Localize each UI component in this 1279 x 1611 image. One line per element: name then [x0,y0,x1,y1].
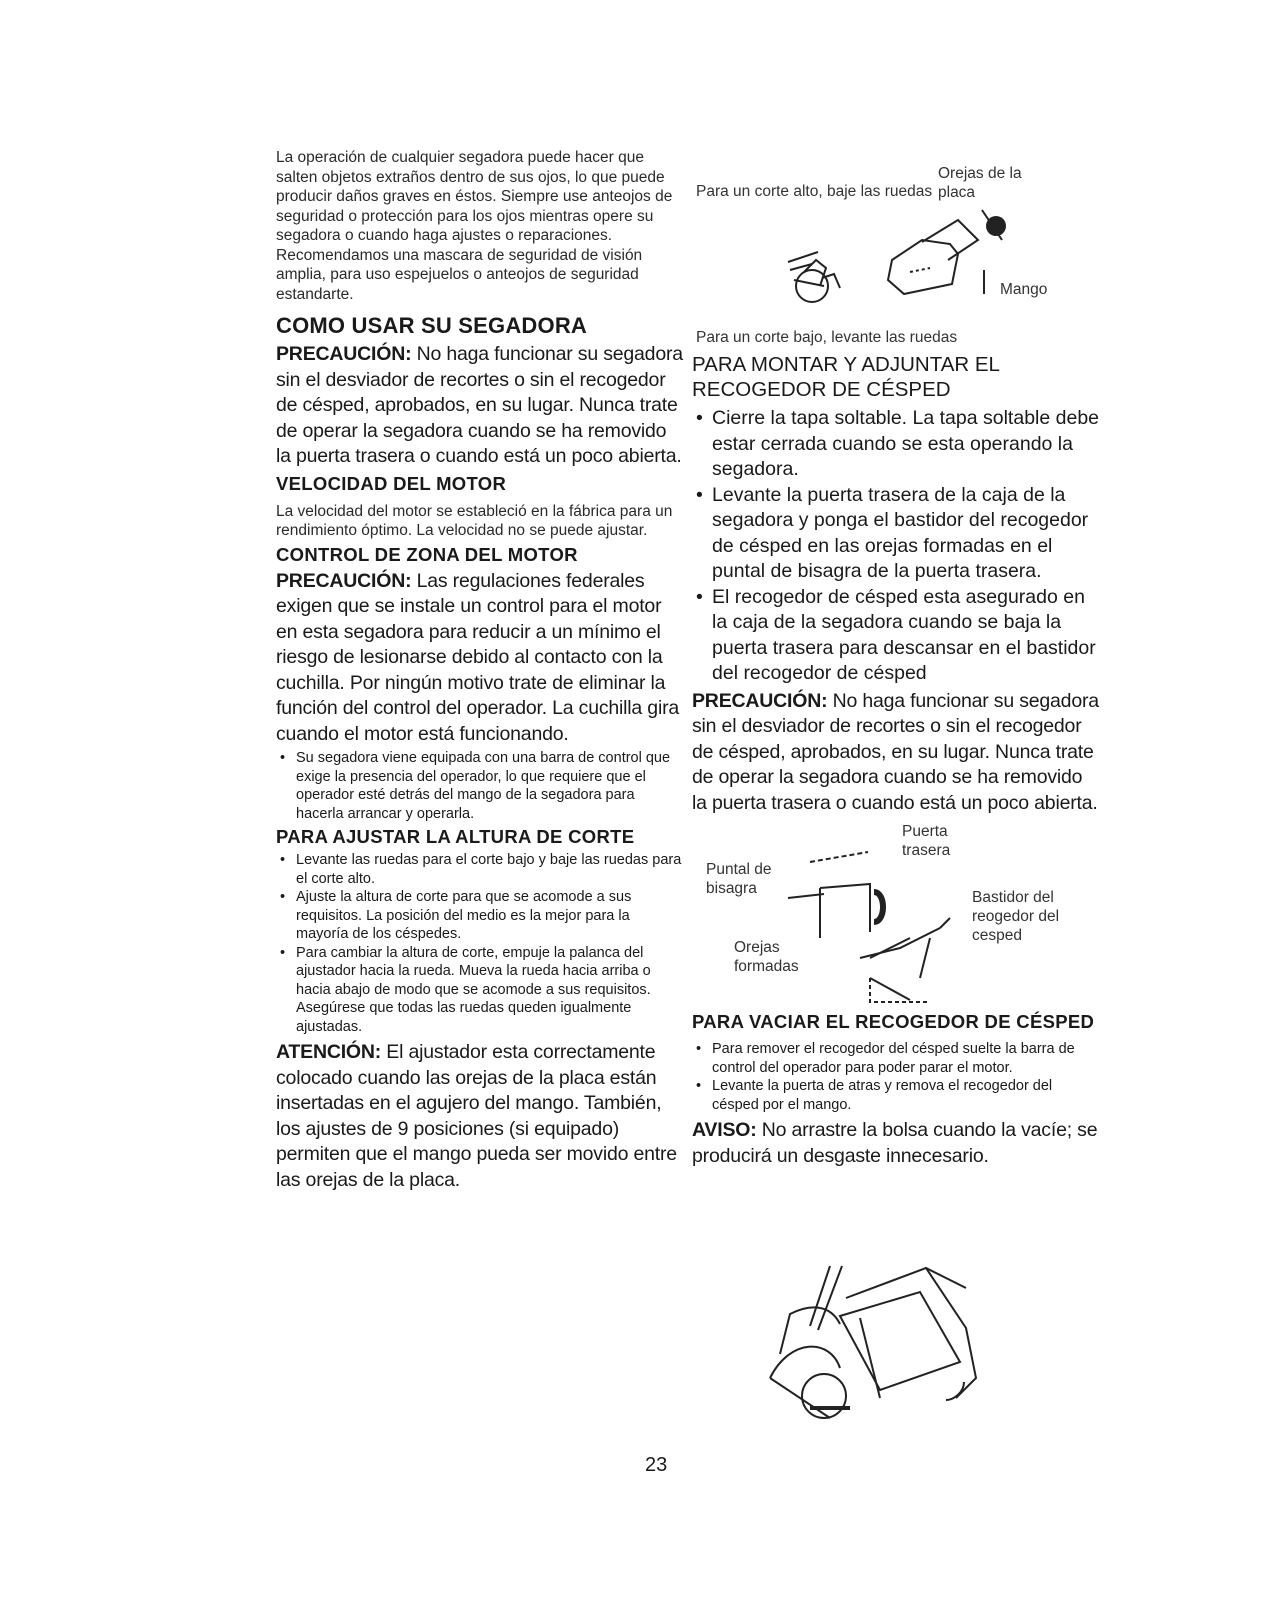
fig2-label-puntal: Puntal de bisagra [706,861,772,897]
heading-como-usar: COMO USAR SU SEGADORA [276,313,587,338]
altura-bullet-1: • Levante las ruedas para el corte bajo y baje las ruedas para el corte alto. [276,851,686,888]
right-column [692,352,1102,816]
fig2-label-bastidor: Bastidor del reogedor del cesped [972,889,1060,944]
control-bullets [276,749,686,823]
heading-vaciar: PARA VACIAR EL RECOGEDOR DE CÉSPED [692,1011,1095,1032]
precaucion-1 [276,342,686,470]
precaucion-2 [276,569,686,748]
precaucion-1-label: PRECAUCIÓN: [276,343,412,365]
wheel-height-illustration [770,200,1030,330]
precaucion-2-label: PRECAUCIÓN: [276,569,412,592]
mower-bag-illustration [750,1258,1010,1428]
velocidad-text: La velocidad del motor se estableció en la fábrica para un rendimiento óptimo. La velocidad no se puede ajustar. [276,502,673,539]
heading-altura: PARA AJUSTAR LA ALTURA DE CORTE [276,826,635,847]
heading-velocidad: VELOCIDAD DEL MOTOR [276,472,507,494]
fig1-label-corte-alto: Para un corte alto, baje las ruedas [696,183,933,200]
precaucion-1-text: No haga funcionar su segadora sin el desviador de recortes o sin el recogedor de césped, aprobados, en su lugar. Nunca trate de operar la segadora cuando se ha removido la puerta trasera o cuando está un poco abierta. [276,343,683,467]
precaucion-2-text: Las regulaciones federales exigen que se instale un control para el motor en esta segadora para reducir a un mínimo el riesgo de lesionarse debido al contacto con la cuchilla. Por ningún motivo trate de eliminar la función del control del operador. La cuchilla gira cuando el motor está funcionando. [276,569,680,745]
heading-montar: PARA MONTAR Y ADJUNTAR EL RECOGEDOR DE CÉSPED [692,353,1000,401]
altura-bullet-3: • Para cambiar la altura de corte, empuje la palanca del ajustador hacia la rueda. Mueva la rueda hacia arriba o hacia abajo de modo que se acomode a sus requisitos. Asegúrese que todas las ruedas queden igualmente ajustadas. [276,944,686,1037]
fig1-label-orejas: Orejas de la placa [938,165,1022,201]
vaciar-section [692,1010,1102,1169]
aviso-label: AVISO: [692,1119,757,1141]
grass-catcher-frame-illustration [780,838,980,1008]
fig1-caption: Para un corte bajo, levante las ruedas [696,329,958,346]
page-number: 23 [645,1454,668,1476]
fig1-label-mango: Mango [1000,281,1048,298]
left-column [276,148,686,1193]
vaciar-bullets [692,1040,1102,1114]
precaucion-3-text: No haga funcionar su segadora sin el desviador de recortes o sin el recogedor de césped, aprobados, en su lugar. Nunca trate de operar la segadora cuando se ha removido la puerta trasera o cuando está un poco abierta. [692,689,1099,814]
atencion-label: ATENCIÓN: [276,1041,382,1063]
montar-bullet-2: • Levante la puerta trasera de la caja de la segadora y ponga el bastidor del recogedor de césped en las orejas formadas en el puntal de bisagra de la puerta trasera. [692,483,1102,585]
vaciar-bullet-2: • Levante la puerta de atras y remova el recogedor del césped por el mango. [692,1077,1102,1114]
montar-bullets [692,406,1102,687]
fig2-label-puerta: Puerta trasera [902,823,951,859]
atencion-text: El ajustador esta correctamente colocado cuando las orejas de la placa están insertadas en el agujero del mango. También, los ajustes de 9 posiciones (si equipado) permiten que el mango pueda ser movido entre las orejas de la placa. [276,1041,677,1191]
fig2-label-orejas: Orejas formadas [734,939,799,975]
altura-bullets [276,851,686,1036]
precaucion-3-label: PRECAUCIÓN: [692,689,828,712]
montar-bullet-3: • El recogedor de césped esta asegurado en la caja de la segadora cuando se baja la puerta trasera para descansar en el bastidor del recogedor de césped [692,585,1102,687]
precaucion-3 [692,689,1102,817]
aviso-paragraph [692,1118,1102,1169]
montar-bullet-1: • Cierre la tapa soltable. La tapa soltable debe estar cerrada cuando se esta operando la segadora. [692,406,1102,483]
aviso-text: No arrastre la bolsa cuando la vacíe; se producirá un desgaste innecesario. [692,1119,1098,1167]
atencion-paragraph [276,1040,686,1193]
control-bullet: • Su segadora viene equipada con una barra de control que exige la presencia del operador, lo que requiere que el operador esté detrás del mango de la segadora para hacerla arrancar y operarla. [276,749,686,823]
altura-bullet-2: • Ajuste la altura de corte para que se acomode a sus requisitos. La posición del medio es la mejor para la mayoría de los céspedes. [276,888,686,944]
vaciar-bullet-1: • Para remover el recogedor del césped suelte la barra de control del operador para poder parar el motor. [692,1040,1102,1077]
safety-intro: La operación de cualquier segadora puede hacer que salten objetos extraños dentro de sus ojos, lo que puede producir daños graves en éstos. Siempre use anteojos de seguridad o protección para los ojos mientras opere su segadora o cuando haga ajustes o reparaciones. Recomendamos una mascara de seguridad de visión amplia, para uso espejuelos o anteojos de seguridad estandarte. [276,149,673,303]
heading-control-zona: CONTROL DE ZONA DEL MOTOR [276,543,578,565]
